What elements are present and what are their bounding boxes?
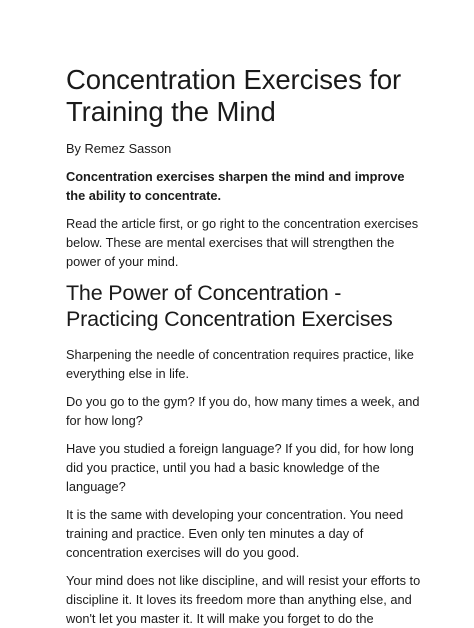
article-title-line-2: Training the Mind: [66, 96, 276, 127]
article-title: [66, 64, 426, 128]
lede-paragraph: Concentration exercises sharpen the mind and improve the ability to concentrate.: [66, 169, 405, 203]
article-title-line-1: Concentration Exercises for: [66, 64, 402, 95]
body-paragraph: It is the same with developing your concentration. You need training and practice. Even only ten minutes a day of concentration exercises will do you good.: [66, 507, 404, 560]
article-body: [66, 64, 426, 628]
body-paragraph: Sharpening the needle of concentration requires practice, like everything else in life.: [66, 347, 414, 381]
section-heading-line-2: Practicing Concentration Exercises: [66, 307, 393, 331]
section-heading-line-1: The Power of Concentration -: [66, 281, 342, 305]
intro-paragraph: Read the article first, or go right to the concentration exercises below. These are mental exercises that will strengthen the power of your mind.: [66, 216, 419, 269]
body-paragraph: Have you studied a foreign language? If you did, for how long did you practice, until you had a basic knowledge of the language?: [66, 441, 414, 494]
body-paragraph: Do you go to the gym? If you do, how many times a week, and for how long?: [66, 394, 420, 428]
body-paragraph: Your mind does not like discipline, and will resist your efforts to discipline it. It loves its freedom more than anything else, and won't let you master it. It will make you forget to do the: [66, 573, 421, 626]
section-heading: [66, 280, 426, 332]
byline: By Remez Sasson: [66, 141, 172, 156]
